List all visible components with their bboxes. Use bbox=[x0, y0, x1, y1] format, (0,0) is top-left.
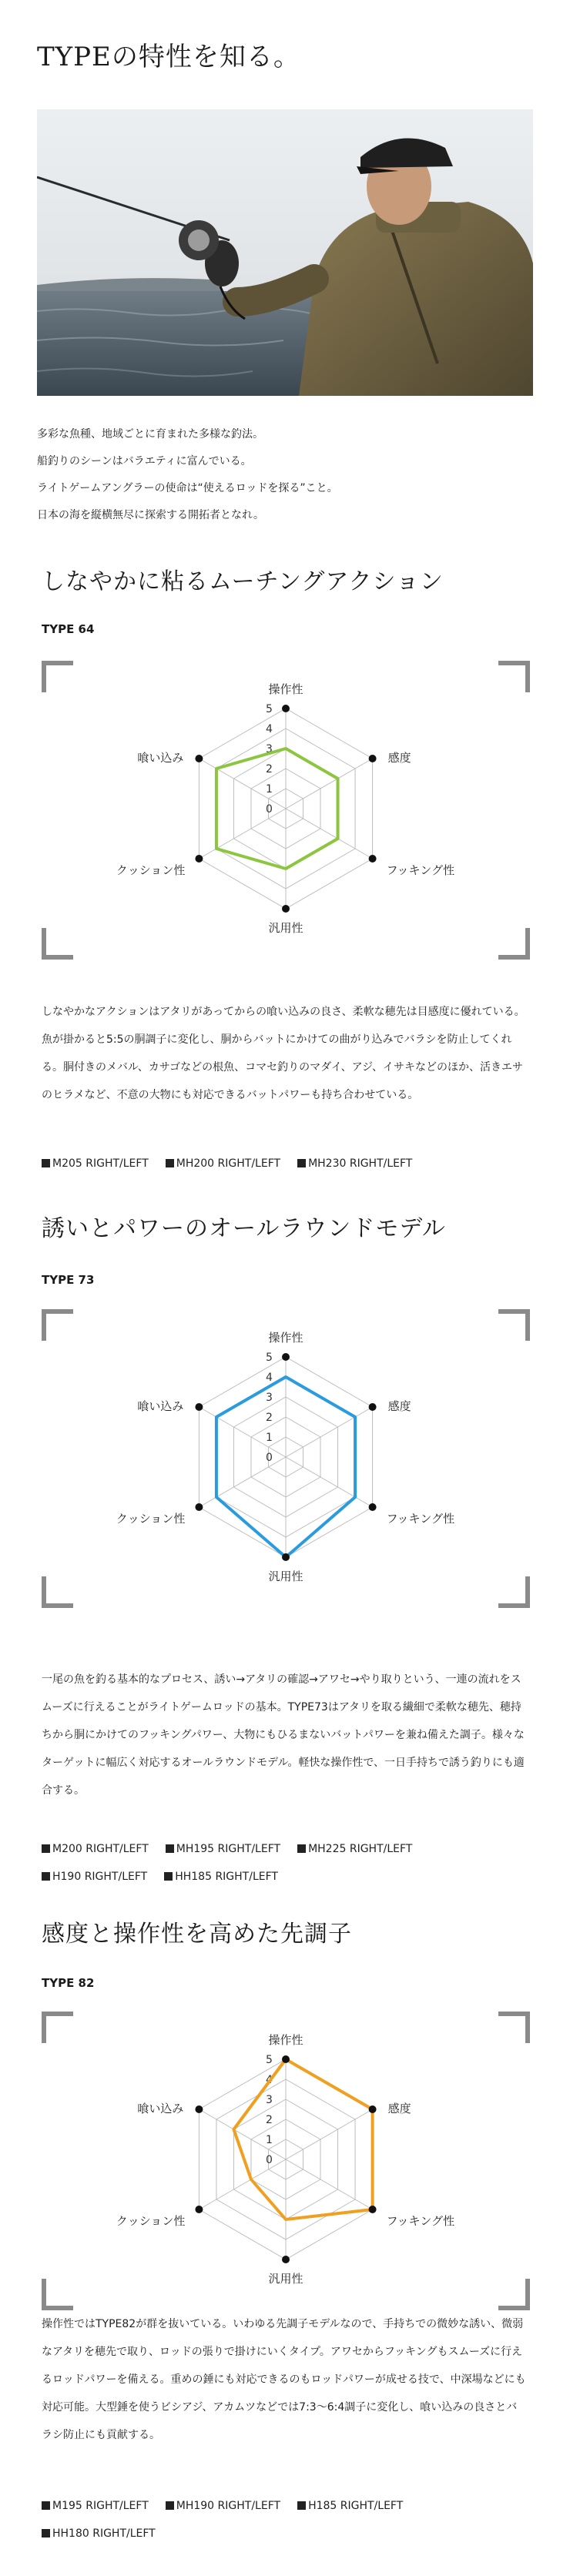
frame-corner bbox=[498, 2279, 528, 2308]
frame-corner bbox=[44, 663, 73, 692]
grid-spoke bbox=[199, 809, 286, 859]
type-description: しなやかなアクションはアタリがあってからの喰い込みの良さ、柔軟な穂先は目感度に優れている。魚が掛かると5:5の胴調子に変化し、胴からバットにかけての曲がり込みでバラシを防止してくれる。胴付きのメバル、カサゴなどの根魚、コマセ釣りのマダイ、アジ、イサキなどのほか、活きエサのヒラメなど、不意の大物にも対応できるバットパワーも持ち合わせている。 bbox=[42, 1006, 525, 1101]
axis-label: 感度 bbox=[387, 2102, 411, 2115]
axis-label: 操作性 bbox=[268, 1331, 303, 1345]
intro-line: ライトゲームアングラーの使命は“使えるロッドを探る”こと。 bbox=[37, 482, 338, 494]
model-item bbox=[297, 2492, 403, 2520]
axis-end-dot bbox=[369, 2206, 377, 2213]
model-item bbox=[164, 1863, 278, 1891]
model-item bbox=[42, 2520, 156, 2548]
axis-end-dot bbox=[369, 2105, 377, 2113]
intro-line: 多彩な魚種、地域ごとに育まれた多様な釣法。 bbox=[37, 428, 263, 440]
scale-label: 2 bbox=[266, 1412, 273, 1424]
frame-corner bbox=[498, 663, 528, 692]
model-name: H190 RIGHT/LEFT bbox=[52, 1871, 148, 1883]
bullet-square-icon bbox=[297, 2501, 306, 2510]
scale-label: 3 bbox=[266, 2094, 273, 2106]
scale-label: 1 bbox=[266, 783, 273, 796]
axis-label: 感度 bbox=[387, 751, 411, 765]
type-description: 一尾の魚を釣る基本的なプロセス、誘い→アタリの確認→アワセ→やり取りという、一連の流れをスムーズに行えることがライトゲームロッドの基本。TYPE73はアタリを取る繊細で柔軟な穂先、穂持ちから胴にかけてのフッキングパワー、大物にもひるまないバットパワーを兼ね備えた調子。様々なターゲットに幅広く対応するオールラウンドモデル。軽快な操作性で、一日手持ちで誘う釣りにも適合する。 bbox=[42, 1673, 525, 1797]
axis-label: 喰い込み bbox=[137, 751, 184, 765]
intro-line: 日本の海を縦横無尽に探索する開拓者となれ。 bbox=[37, 509, 264, 521]
axis-end-dot bbox=[195, 755, 203, 762]
axis-label: 感度 bbox=[387, 1399, 411, 1413]
frame-corner bbox=[44, 928, 73, 957]
model-name: H185 RIGHT/LEFT bbox=[308, 2500, 404, 2512]
scale-label: 0 bbox=[266, 1452, 273, 1464]
scale-label: 1 bbox=[266, 1432, 273, 1444]
axis-label: 喰い込み bbox=[137, 1399, 184, 1413]
bullet-square-icon bbox=[166, 1844, 174, 1853]
frame-corner bbox=[44, 1311, 73, 1341]
grid-spoke bbox=[286, 1457, 373, 1507]
axis-end-dot bbox=[195, 1403, 203, 1411]
scale-label: 5 bbox=[266, 2054, 273, 2066]
model-item bbox=[42, 2492, 149, 2520]
radar-chart-frame bbox=[42, 661, 530, 960]
bullet-square-icon bbox=[166, 1159, 174, 1167]
model-item bbox=[42, 1863, 147, 1891]
axis-end-dot bbox=[369, 1403, 377, 1411]
scale-label: 0 bbox=[266, 2154, 273, 2166]
model-name: M205 RIGHT/LEFT bbox=[52, 1157, 149, 1170]
model-item bbox=[297, 1835, 412, 1863]
grid-spoke bbox=[286, 2109, 373, 2159]
scale-label: 3 bbox=[266, 1392, 273, 1404]
type-label: TYPE 64 bbox=[42, 622, 95, 636]
bullet-square-icon bbox=[42, 2501, 50, 2510]
axis-end-dot bbox=[195, 855, 203, 863]
axis-label: フッキング性 bbox=[386, 1512, 455, 1526]
axis-label: クッション性 bbox=[116, 863, 186, 877]
section-heading: しなやかに粘るムーチングアクション bbox=[42, 568, 444, 595]
model-item bbox=[297, 1150, 412, 1177]
bullet-square-icon bbox=[297, 1159, 306, 1167]
model-name: MH225 RIGHT/LEFT bbox=[308, 1843, 413, 1855]
model-list bbox=[42, 2492, 519, 2548]
type-label: TYPE 73 bbox=[42, 1273, 95, 1287]
data-polygon bbox=[233, 2059, 372, 2219]
model-name: MH195 RIGHT/LEFT bbox=[176, 1843, 281, 1855]
grid-spoke bbox=[199, 1407, 286, 1457]
grid-spoke bbox=[199, 759, 286, 809]
bullet-square-icon bbox=[42, 1844, 50, 1853]
bullet-square-icon bbox=[42, 2529, 50, 2537]
intro-text bbox=[37, 421, 530, 529]
frame-corner bbox=[44, 1576, 73, 1606]
axis-end-dot bbox=[282, 905, 290, 913]
bullet-square-icon bbox=[166, 2501, 174, 2510]
radar-chart bbox=[42, 2012, 530, 2310]
hero-photo bbox=[37, 109, 533, 396]
model-list bbox=[42, 1835, 519, 1891]
axis-end-dot bbox=[369, 855, 377, 863]
radar-chart-frame bbox=[42, 1309, 530, 1608]
axis-end-dot bbox=[369, 755, 377, 762]
model-name: M195 RIGHT/LEFT bbox=[52, 2500, 149, 2512]
bullet-square-icon bbox=[164, 1872, 173, 1881]
bullet-square-icon bbox=[42, 1872, 50, 1881]
axis-end-dot bbox=[282, 1553, 290, 1561]
scale-label: 0 bbox=[266, 803, 273, 816]
axis-label: 操作性 bbox=[268, 682, 303, 696]
axis-end-dot bbox=[282, 2256, 290, 2263]
model-name: MH190 RIGHT/LEFT bbox=[176, 2500, 281, 2512]
axis-label: クッション性 bbox=[116, 2214, 186, 2228]
scale-label: 2 bbox=[266, 763, 273, 775]
axis-label: フッキング性 bbox=[386, 863, 455, 877]
type-description: 操作性ではTYPE82が群を抜いている。いわゆる先調子モデルなので、手持ちでの微妙な誘い、微弱なアタリを穂先で取り、ロッドの張りで掛けにいくタイプ。アワセからフッキングもスムーズに行えるロッドパワーを備える。重めの錘にも対応できるのもロッドパワーが成せる技で、中深場などにも対応可能。大型錘を使うビシアジ、アカムツなどでは7:3〜6:4調子に変化し、喰い込みの良さとバラシ防止にも貢献する。 bbox=[42, 2318, 526, 2441]
scale-label: 5 bbox=[266, 1352, 273, 1364]
grid-spoke bbox=[286, 1407, 373, 1457]
scale-label: 4 bbox=[266, 1372, 273, 1384]
axis-label: 汎用性 bbox=[268, 2272, 303, 2286]
grid-spoke bbox=[199, 2159, 286, 2209]
section-heading: 誘いとパワーのオールラウンドモデル bbox=[42, 1215, 446, 1242]
frame-corner bbox=[498, 1311, 528, 1341]
grid-spoke bbox=[286, 759, 373, 809]
axis-label: 喰い込み bbox=[137, 2102, 184, 2115]
model-item bbox=[166, 2492, 280, 2520]
scale-label: 4 bbox=[266, 2074, 273, 2086]
scale-label: 3 bbox=[266, 743, 273, 755]
grid-spoke bbox=[286, 2159, 373, 2209]
data-polygon bbox=[216, 749, 338, 869]
radar-chart bbox=[42, 661, 530, 960]
frame-corner bbox=[44, 2279, 73, 2308]
intro-line: 船釣りのシーンはバラエティに富んでいる。 bbox=[37, 455, 252, 467]
axis-label: フッキング性 bbox=[386, 2214, 455, 2228]
model-name: MH230 RIGHT/LEFT bbox=[308, 1157, 413, 1170]
model-item bbox=[166, 1150, 280, 1177]
frame-corner bbox=[498, 2014, 528, 2043]
axis-end-dot bbox=[195, 2206, 203, 2213]
frame-corner bbox=[44, 2014, 73, 2043]
grid-spoke bbox=[286, 809, 373, 859]
axis-label: 汎用性 bbox=[268, 921, 303, 935]
frame-corner bbox=[498, 1576, 528, 1606]
axis-label: クッション性 bbox=[116, 1512, 186, 1526]
angler-illustration bbox=[37, 109, 533, 396]
axis-end-dot bbox=[282, 1353, 290, 1361]
bullet-square-icon bbox=[297, 1844, 306, 1853]
axis-end-dot bbox=[195, 1503, 203, 1511]
scale-label: 5 bbox=[266, 703, 273, 715]
section-heading: 感度と操作性を高めた先調子 bbox=[42, 1921, 352, 1948]
axis-end-dot bbox=[369, 1503, 377, 1511]
frame-corner bbox=[498, 928, 528, 957]
axis-end-dot bbox=[195, 2105, 203, 2113]
axis-label: 操作性 bbox=[268, 2033, 303, 2047]
model-name: HH185 RIGHT/LEFT bbox=[175, 1871, 278, 1883]
axis-label: 汎用性 bbox=[268, 1569, 303, 1583]
scale-label: 2 bbox=[266, 2114, 273, 2126]
page-title: TYPEの特性を知る。 bbox=[37, 42, 300, 72]
type-label: TYPE 82 bbox=[42, 1976, 95, 1990]
model-item bbox=[166, 1835, 280, 1863]
model-name: HH180 RIGHT/LEFT bbox=[52, 2527, 156, 2540]
model-name: M200 RIGHT/LEFT bbox=[52, 1843, 149, 1855]
radar-chart-frame bbox=[42, 2012, 530, 2310]
radar-chart bbox=[42, 1309, 530, 1608]
bullet-square-icon bbox=[42, 1159, 50, 1167]
scale-label: 1 bbox=[266, 2134, 273, 2146]
grid-spoke bbox=[199, 1457, 286, 1507]
model-list bbox=[42, 1150, 519, 1177]
model-name: MH200 RIGHT/LEFT bbox=[176, 1157, 281, 1170]
scale-label: 4 bbox=[266, 723, 273, 735]
model-item bbox=[42, 1150, 149, 1177]
axis-end-dot bbox=[282, 2055, 290, 2063]
model-item bbox=[42, 1835, 149, 1863]
axis-end-dot bbox=[282, 705, 290, 712]
